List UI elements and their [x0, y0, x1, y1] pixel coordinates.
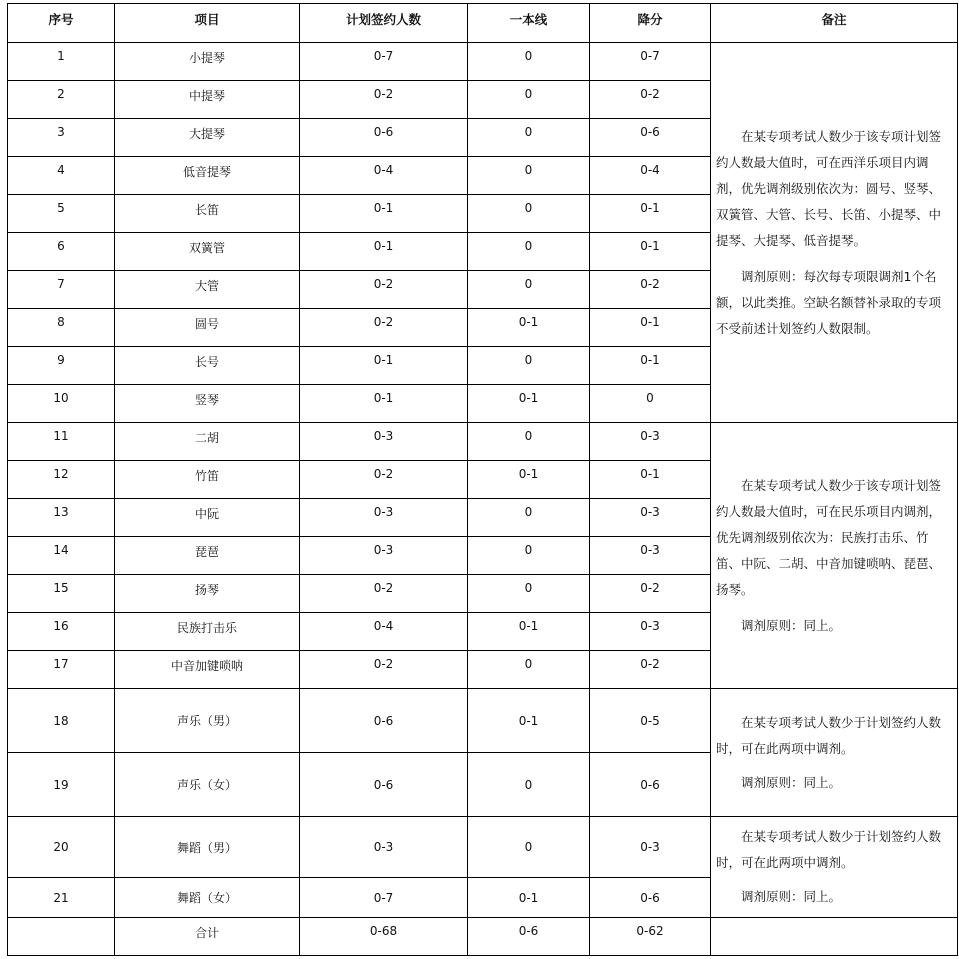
header-drop: 降分	[590, 4, 711, 43]
note-vocal-principle: 调剂原则：同上。	[741, 774, 842, 790]
cell-line: 0	[468, 537, 590, 575]
cell-item: 大提琴	[115, 119, 300, 157]
note-dance-rule: 在某专项考试人数少于计划签约人数时，可在此两项中调剂。	[716, 829, 942, 870]
cell-item: 长号	[115, 347, 300, 385]
cell-drop: 0-6	[590, 119, 711, 157]
cell-no: 16	[8, 613, 115, 651]
note-western-principle: 调剂原则：每次每专项限调剂1个名额，以此类推。空缺名额替补录取的专项不受前述计划签约人数限制。	[716, 268, 942, 336]
header-item: 项目	[115, 4, 300, 43]
cell-plan: 0-6	[300, 753, 468, 817]
cell-drop: 0-4	[590, 157, 711, 195]
quota-table	[7, 3, 958, 956]
cell-item: 大管	[115, 271, 300, 309]
cell-plan: 0-4	[300, 613, 468, 651]
total-note	[711, 918, 958, 956]
cell-line: 0-1	[468, 309, 590, 347]
cell-no: 17	[8, 651, 115, 689]
cell-plan: 0-3	[300, 499, 468, 537]
note-dance-principle: 调剂原则：同上。	[741, 889, 842, 904]
cell-no: 2	[8, 81, 115, 119]
cell-plan: 0-2	[300, 81, 468, 119]
cell-drop: 0-3	[590, 817, 711, 878]
table-row	[8, 423, 958, 461]
cell-item: 小提琴	[115, 43, 300, 81]
cell-no: 6	[8, 233, 115, 271]
cell-item: 中提琴	[115, 81, 300, 119]
cell-line: 0	[468, 499, 590, 537]
total-no	[8, 918, 115, 956]
cell-item: 竖琴	[115, 385, 300, 423]
cell-line: 0-1	[468, 689, 590, 753]
cell-no: 9	[8, 347, 115, 385]
cell-drop: 0-2	[590, 271, 711, 309]
cell-plan: 0-3	[300, 423, 468, 461]
table-row	[8, 43, 958, 81]
cell-no: 19	[8, 753, 115, 817]
cell-no: 4	[8, 157, 115, 195]
note-vocal	[711, 689, 958, 817]
cell-line: 0-1	[468, 461, 590, 499]
note-dance	[711, 817, 958, 918]
cell-item: 舞蹈（男）	[115, 817, 300, 878]
cell-item: 双簧管	[115, 233, 300, 271]
cell-drop: 0-3	[590, 537, 711, 575]
cell-line: 0	[468, 423, 590, 461]
cell-plan: 0-2	[300, 309, 468, 347]
cell-no: 21	[8, 878, 115, 918]
cell-no: 20	[8, 817, 115, 878]
note-vocal-rule: 在某专项考试人数少于计划签约人数时，可在此两项中调剂。	[716, 714, 942, 756]
cell-drop: 0	[590, 385, 711, 423]
note-western-rule: 在某专项考试人数少于该专项计划签约人数最大值时，可在西洋乐项目内调剂，优先调剂级别依次为：圆号、竖琴、双簧管、大管、长号、长笛、小提琴、中提琴、大提琴、低音提琴。	[716, 128, 942, 248]
cell-line: 0	[468, 43, 590, 81]
cell-item: 低音提琴	[115, 157, 300, 195]
cell-drop: 0-3	[590, 423, 711, 461]
cell-plan: 0-1	[300, 233, 468, 271]
cell-drop: 0-6	[590, 878, 711, 918]
cell-item: 民族打击乐	[115, 613, 300, 651]
cell-no: 5	[8, 195, 115, 233]
cell-drop: 0-3	[590, 613, 711, 651]
cell-line: 0-1	[468, 613, 590, 651]
cell-no: 14	[8, 537, 115, 575]
cell-no: 13	[8, 499, 115, 537]
cell-drop: 0-5	[590, 689, 711, 753]
cell-item: 声乐（女）	[115, 753, 300, 817]
cell-plan: 0-2	[300, 461, 468, 499]
cell-plan: 0-7	[300, 878, 468, 918]
cell-no: 7	[8, 271, 115, 309]
cell-no: 10	[8, 385, 115, 423]
table-row	[8, 689, 958, 753]
cell-item: 竹笛	[115, 461, 300, 499]
cell-line: 0	[468, 195, 590, 233]
total-drop: 0-62	[590, 918, 711, 956]
cell-line: 0	[468, 233, 590, 271]
note-folk-rule: 在某专项考试人数少于该专项计划签约人数最大值时，可在民乐项目内调剂，优先调剂级别依次为：民族打击乐、竹笛、中阮、二胡、中音加键唢呐、琵琶、扬琴。	[716, 477, 942, 597]
cell-plan: 0-3	[300, 537, 468, 575]
cell-drop: 0-2	[590, 575, 711, 613]
total-line: 0-6	[468, 918, 590, 956]
cell-line: 0	[468, 119, 590, 157]
cell-plan: 0-1	[300, 195, 468, 233]
cell-line: 0	[468, 575, 590, 613]
cell-no: 12	[8, 461, 115, 499]
header-plan: 计划签约人数	[300, 4, 468, 43]
total-plan: 0-68	[300, 918, 468, 956]
cell-plan: 0-2	[300, 575, 468, 613]
cell-plan: 0-4	[300, 157, 468, 195]
cell-drop: 0-1	[590, 233, 711, 271]
cell-drop: 0-1	[590, 461, 711, 499]
cell-no: 11	[8, 423, 115, 461]
header-row	[8, 4, 958, 43]
cell-item: 中阮	[115, 499, 300, 537]
cell-plan: 0-6	[300, 119, 468, 157]
cell-line: 0-1	[468, 878, 590, 918]
cell-line: 0	[468, 157, 590, 195]
cell-line: 0	[468, 81, 590, 119]
cell-line: 0	[468, 271, 590, 309]
header-no: 序号	[8, 4, 115, 43]
cell-plan: 0-1	[300, 385, 468, 423]
cell-drop: 0-1	[590, 195, 711, 233]
cell-line: 0	[468, 651, 590, 689]
cell-no: 18	[8, 689, 115, 753]
cell-item: 声乐（男）	[115, 689, 300, 753]
note-western	[711, 43, 958, 423]
cell-plan: 0-6	[300, 689, 468, 753]
cell-drop: 0-7	[590, 43, 711, 81]
cell-item: 琵琶	[115, 537, 300, 575]
cell-drop: 0-2	[590, 81, 711, 119]
cell-item: 舞蹈（女）	[115, 878, 300, 918]
cell-no: 1	[8, 43, 115, 81]
cell-plan: 0-7	[300, 43, 468, 81]
cell-line: 0	[468, 347, 590, 385]
cell-drop: 0-3	[590, 499, 711, 537]
cell-no: 8	[8, 309, 115, 347]
cell-plan: 0-2	[300, 271, 468, 309]
note-folk	[711, 423, 958, 689]
cell-plan: 0-3	[300, 817, 468, 878]
cell-item: 中音加键唢呐	[115, 651, 300, 689]
cell-line: 0	[468, 817, 590, 878]
header-note: 备注	[711, 4, 958, 43]
cell-line: 0-1	[468, 385, 590, 423]
cell-line: 0	[468, 753, 590, 817]
cell-drop: 0-6	[590, 753, 711, 817]
cell-drop: 0-1	[590, 347, 711, 385]
cell-item: 二胡	[115, 423, 300, 461]
total-row	[8, 918, 958, 956]
total-item: 合计	[115, 918, 300, 956]
cell-drop: 0-1	[590, 309, 711, 347]
cell-plan: 0-1	[300, 347, 468, 385]
cell-no: 3	[8, 119, 115, 157]
table-row	[8, 817, 958, 878]
cell-plan: 0-2	[300, 651, 468, 689]
cell-drop: 0-2	[590, 651, 711, 689]
cell-item: 长笛	[115, 195, 300, 233]
cell-item: 扬琴	[115, 575, 300, 613]
cell-no: 15	[8, 575, 115, 613]
cell-item: 圆号	[115, 309, 300, 347]
note-folk-principle: 调剂原则：同上。	[741, 617, 842, 633]
header-line: 一本线	[468, 4, 590, 43]
